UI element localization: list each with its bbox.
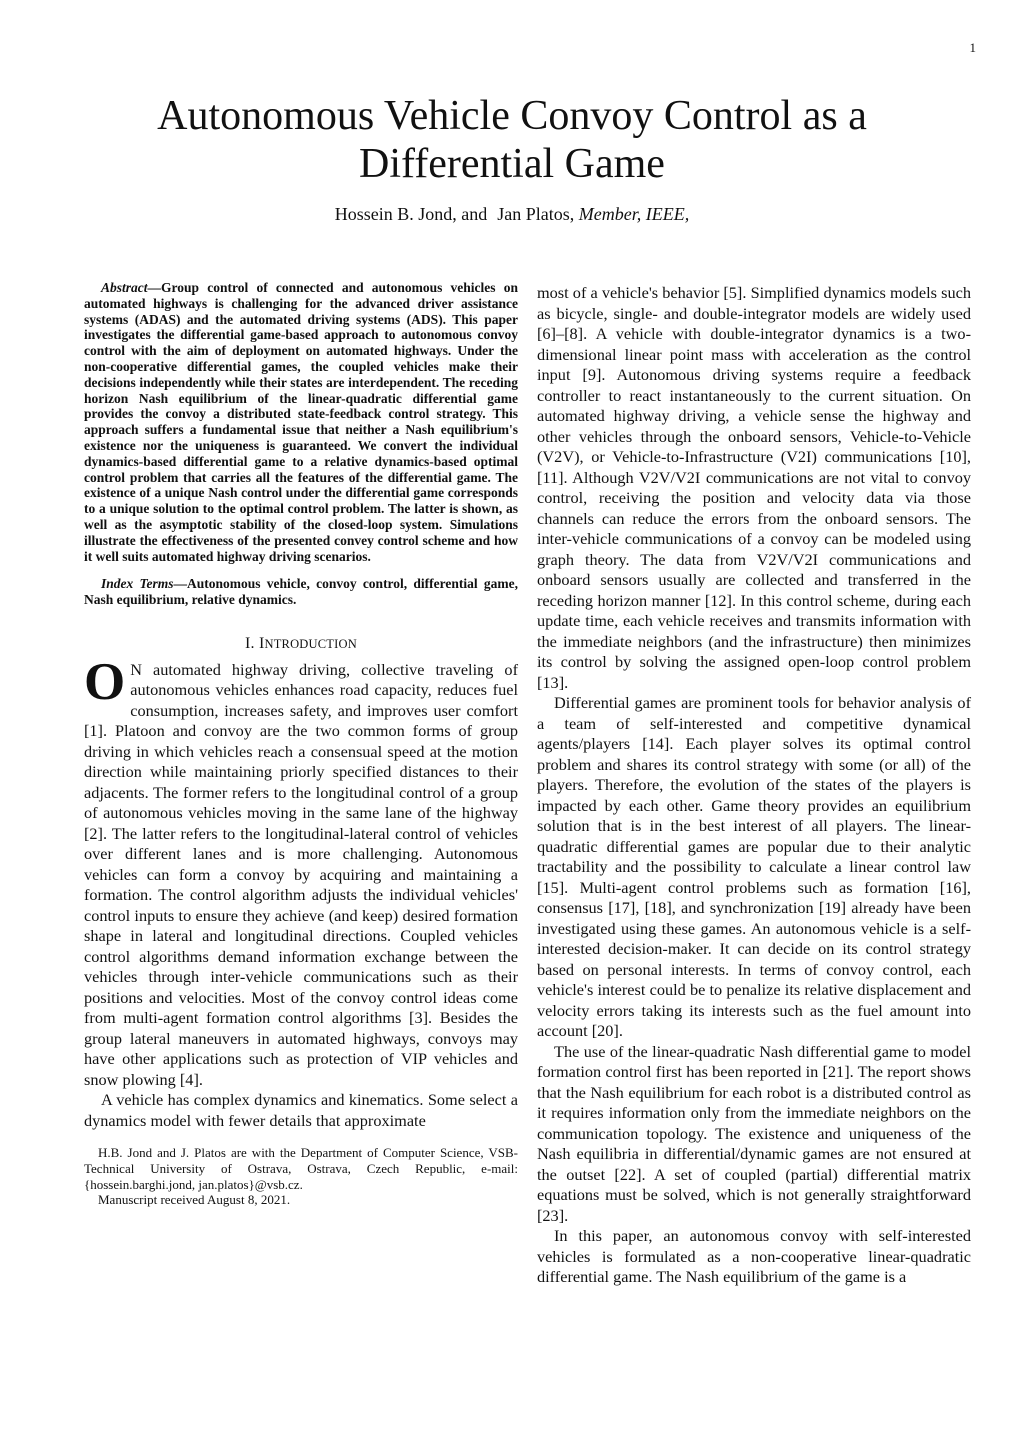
page-number: 1 — [969, 40, 976, 55]
drop-cap: O — [84, 652, 126, 711]
intro-paragraph-2: A vehicle has complex dynamics and kinematics. Some select a dynamics model with fewer details that approximate — [84, 1090, 518, 1130]
abstract-label: Abstract — [101, 280, 148, 295]
author-line — [60, 204, 964, 225]
intro-paragraph-2-continued: most of a vehicle's behavior [5]. Simplified dynamics models such as bicycle, single- and double-integrator models are widely used [6]–[8]. A vehicle with double-integrator dynamics is a two-dimensional linear point mass with acceleration as the control input [9]. Autonomous driving systems require a feedback controller to react instantaneously to the current situation. On automated highway driving, a vehicle sense the highway and other vehicles through the onboard sensors, Vehicle-to-Vehicle (V2V), or Vehicle-to-Infrastructure (V2I) communications [10], [11]. Although V2V/V2I communications are not vital to convoy control, receiving the position and velocity data via those channels can reduce the errors from the onboard sensors. The inter-vehicle communications of a convoy can be modeled using graph theory. The data from V2V/V2I communications and onboard sensors usually are collected and transferred in the receding horizon manner [12]. In this control scheme, during each update time, each vehicle receives and transmits information with the immediate neighbors (and the infrastructure) then minimizes its control by solving the assigned open-loop control problem [13]. — [537, 283, 971, 692]
intro-paragraph-4: The use of the linear-quadratic Nash differential game to model formation control first has been reported in [21]. The report shows that the Nash equilibrium for each robot is a distributed control as it requires information only from the immediate neighbors on the communication topology. The existence and uniqueness of the Nash equilibria in differential/dynamic games are not ensured at the outset [22]. A set of coupled (partial) differential matrix equations must be solved, which is not generally straightforward [23]. — [537, 1041, 971, 1225]
index-terms-label: Index Terms — [101, 576, 174, 592]
footnote-affiliation: H.B. Jond and J. Platos are with the Department of Computer Science, VSB-Technical University of Ostrava, Ostrava, Czech Republic, e-mail: {hossein.barghi.jond, jan.platos}@vsb.cz. — [84, 1145, 518, 1192]
author-membership: Member, IEEE, — [578, 204, 690, 224]
section-heading-introduction — [84, 635, 518, 653]
intro-paragraph-5: In this paper, an autonomous convoy with self-interested vehicles is formulated as a non-cooperative linear-quadratic differential game. The Nash equilibrium of the game is a — [537, 1226, 971, 1286]
author-2: Jan Platos, — [497, 204, 575, 224]
intro-paragraph-1 — [84, 652, 518, 1091]
abstract — [84, 280, 518, 564]
section-number: I. — [245, 634, 255, 652]
title-line-1: Autonomous Vehicle Convoy Control as a — [157, 93, 867, 139]
right-column — [537, 283, 971, 1288]
section-title-initial: I — [258, 634, 265, 652]
title-line-2: Differential Game — [359, 141, 665, 187]
abstract-text: —Group control of connected and autonomous vehicles on automated highways is challenging for the advanced driver assistance systems (ADAS) and the automated driving systems (ADS). This paper investigates the differential game-based approach to autonomous convoy control with the aim of deployment on automated highways. Under the non-cooperative differential games, the coupled vehicles make their decisions independently while their states are interdependent. The receding horizon Nash equilibrium of the linear-quadratic differential game provides the convoy a distributed state-feedback control strategy. This approach suffers a fundamental issue that neither a Nash equilibrium's existence nor the uniqueness is guaranteed. We convert the individual dynamics-based differential game to a relative dynamics-based optimal control problem that carries all the features of the differential game. The existence of a unique Nash control under the differential game corresponds to a unique solution to the optimal control problem. The latter is shown, as well as the asymptotic stability of the closed-loop system. Simulations illustrate the effectiveness of the presented convey control scheme and how it well suits automated highway driving scenarios. — [84, 280, 518, 564]
paper-title — [60, 92, 964, 188]
footnote-manuscript-date: Manuscript received August 8, 2021. — [98, 1192, 291, 1208]
left-column — [84, 280, 518, 1208]
intro-paragraph-3: Differential games are prominent tools for behavior analysis of a team of self-interested and competitive dynamical agents/players [14]. Each player solves its optimal control problem and shares its control strategy with some (or all) of the players. Therefore, the evolution of the states of the players is impacted by each other. Game theory provides an equilibrium solution that is in the best interest of all players. The linear-quadratic differential games are popular due to their analytic tractability and the possibility to calculate a linear control law [15]. Multi-agent control problems such as formation [16], consensus [17], [18], and synchronization [19] already have been investigated using these games. An autonomous vehicle is a self-interested decision-maker. It can decide on its control strategy based on personal interests. In terms of convoy control, each vehicle's interest could be to penalize its relative displacement and velocity errors taking its interests such as the fuel amount into account [20]. — [537, 693, 971, 1040]
index-terms-text: —Autonomous vehicle, convoy control, differential game, Nash equilibrium, relative dynamics. — [84, 576, 518, 608]
intro-paragraph-1-text: N automated highway driving, collective traveling of autonomous vehicles enhances road capacity, reduces fuel consumption, increases safety, and improves user comfort [1]. Platoon and convoy are the two common forms of group driving in which vehicles reach a consensual speed at the motion direction while maintaining priorly specified distances to their adjacents. The former refers to the longitudinal control of a group of autonomous vehicles moving in the same lane of the highway [2]. The latter refers to the longitudinal-lateral control of vehicles over different lanes and is more challenging. Autonomous vehicles can form a convoy by acquiring and maintaining a formation. The control algorithm adjusts the individual vehicles' control inputs to ensure they achieve (and keep) desired formation shape in lateral and longitudinal directions. Coupled vehicles control algorithms demand information exchange between the vehicles through inter-vehicle communications such as their positions and velocities. Most of the convoy control ideas come from multi-agent formation control algorithms [3]. Besides the group lateral maneuvers in automated highways, convoys may have other applications such as protection of VIP vehicles and snow plowing [4]. — [84, 659, 518, 1089]
index-terms — [84, 576, 518, 608]
author-1: Hossein B. Jond, and — [334, 204, 488, 224]
section-title-rest: NTRODUCTION — [264, 636, 357, 651]
